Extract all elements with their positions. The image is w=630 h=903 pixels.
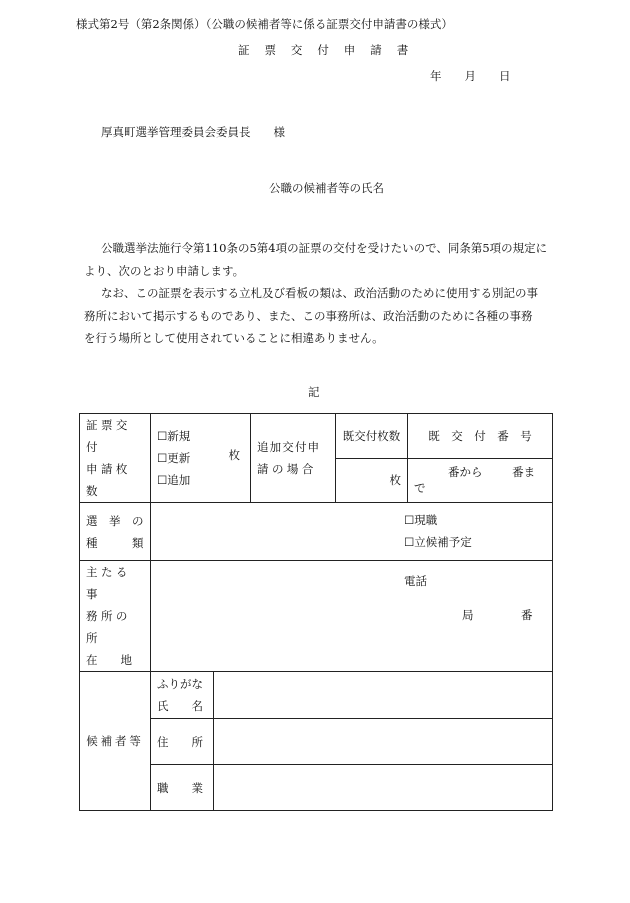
label-office-address: 主たる事 務所の所 在 地 bbox=[80, 561, 151, 672]
label-address: 住 所 bbox=[151, 719, 214, 765]
label-candidate: 候補者等 bbox=[80, 672, 151, 811]
body-text bbox=[84, 237, 556, 350]
phone-ban-label: 番 bbox=[521, 608, 533, 622]
issued-number-range[interactable]: 番から 番まで bbox=[408, 458, 553, 503]
unit-sheets: 枚 bbox=[228, 448, 240, 462]
candidate-address-field[interactable] bbox=[214, 719, 553, 765]
ki-label: 記 bbox=[308, 385, 320, 399]
checkbox-renew[interactable]: ☐更新 bbox=[157, 451, 191, 465]
applicant-name-label: 公職の候補者等の氏名 bbox=[269, 181, 384, 195]
application-type-cell[interactable] bbox=[151, 414, 251, 503]
application-table bbox=[79, 413, 553, 811]
page-title: 証 票 交 付 申 請 書 bbox=[238, 43, 410, 57]
issued-count-header: 既交付枚数 bbox=[336, 414, 408, 459]
label-additional: 追加交付申 請の場合 bbox=[251, 414, 336, 503]
checkbox-incumbent[interactable]: ☐現職 bbox=[404, 513, 438, 527]
body-line: 務所において掲示するものであり、また、この事務所は、政治活動のために各種の事務 bbox=[84, 308, 533, 323]
label-furigana-name: ふりがな 氏 名 bbox=[151, 672, 214, 719]
checkbox-new[interactable]: ☐新規 bbox=[157, 429, 191, 443]
election-type-cell[interactable] bbox=[151, 503, 553, 561]
candidate-name-field[interactable] bbox=[214, 672, 553, 719]
issued-number-header: 既 交 付 番 号 bbox=[408, 414, 553, 459]
phone-kyoku-label: 局 bbox=[462, 608, 474, 622]
checkbox-add[interactable]: ☐追加 bbox=[157, 473, 191, 487]
office-address-cell[interactable] bbox=[151, 561, 553, 672]
form-number: 様式第2号（第2条関係）（公職の候補者等に係る証票交付申請書の様式） bbox=[76, 17, 453, 31]
checkbox-planned-candidate[interactable]: ☐立候補予定 bbox=[404, 535, 472, 549]
body-line: を行う場所として使用されていることに相違ありません。 bbox=[84, 331, 384, 345]
issued-count-value[interactable]: 枚 bbox=[336, 458, 408, 503]
label-occupation: 職 業 bbox=[151, 765, 214, 811]
candidate-occupation-field[interactable] bbox=[214, 765, 553, 811]
label-sheet-count: 証票交付 申請枚数 bbox=[80, 414, 151, 503]
body-line: 公職選挙法施行令第110条の5第4項の証票の交付を受けたいので、同条第5項の規定に bbox=[101, 241, 548, 255]
addressee: 厚真町選挙管理委員会委員長 様 bbox=[101, 125, 285, 139]
date-field: 年 月 日 bbox=[430, 69, 511, 83]
phone-label: 電話 bbox=[404, 574, 427, 588]
label-election-type: 選 挙 の 種 類 bbox=[80, 503, 151, 561]
body-line: なお、この証票を表示する立札及び看板の類は、政治活動のために使用する別記の事 bbox=[101, 286, 538, 300]
body-line: より、次のとおり申請します。 bbox=[84, 263, 245, 278]
